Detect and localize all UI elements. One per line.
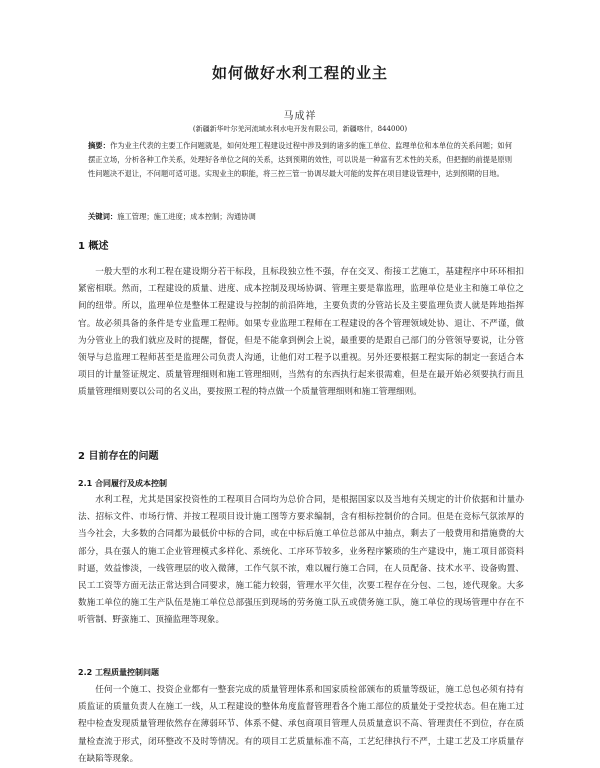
keywords-text: 施工管理；施工进度；成本控制；沟通协调: [117, 212, 256, 221]
paper-author: 马成祥: [283, 111, 317, 122]
abstract: [88, 139, 512, 181]
keywords: [88, 210, 512, 224]
abstract-text: 作为业主代表的主要工作问题就是，如何处理工程建设过程中涉及到的诸多的施工单位、监理单位和本单位的关系问题；如何摆正立场，分析各种工作关系，处理好各单位之间的关系，达到预期的效性，可以说是一种富有艺术性的关系，但把握的前提是原则性问题决不退让，不问题可适可退。实现业主的职能，将三控三管一协调尽最大可能的发挥在项目建设管理中，达到预期的目地。: [88, 141, 513, 178]
abstract-label: 摘要：: [88, 141, 110, 150]
subsection-heading-contract: 2.1 合同履行及成本控制: [78, 479, 167, 488]
paper-title: 如何做好水利工程的业主: [211, 64, 388, 82]
keywords-label: 关键词：: [88, 212, 118, 221]
section-overview-paragraph: 一般大型的水利工程在建设期分若干标段，且标段独立性不强，存在交叉、衔接工艺施工，基建程序中环环相扣紧密相联。然而，工程建设的质量、进度、成本控制及现场协调、管理主要是靠监理，监理单位是业主和施工单位之间的纽带。所以，监理单位是整体工程建设与控制的前沿阵地，主要负责的分管站长及主要监理负责人就是阵地指挥官。故必须具备的条件是专业监理工程师。如果专业监理工程师在工程建设的各个管理领域处协、退让、不严谨，做为分管业上的我们就应及时的提醒，督促，但是不能拿到例会上说，最重要的是跟自己部门的分管领导要说，让分管领导与总监理工程师甚至是监理公司负责人沟通，让他们对工程予以重视。另外还要根据工程实际的制定一套适合本项目的计量签证规定、质量管理细则和施工管理细则，当然有的东西执行起来很需难，但是在最开始必须要执行而且质量管理细则要以公司的名义出，要按照工程的特点做一个质量管理细则和施工管理细则。: [78, 267, 524, 398]
subsection-heading-quality: 2.2 工程质量控制问题: [78, 668, 159, 677]
section-heading-overview: 1 概述: [78, 241, 109, 252]
author-affiliation: (新疆新华叶尔羌河流域水利水电开发有限公司，新疆喀什，844000): [192, 125, 408, 133]
subsection-contract-paragraph: 水利工程，尤其是国家投资性的工程项目合同均为总价合同，是根据国家以及当地有关规定的计价依据和计量办法、招标文件、市场行情、并按工程项目设计施工图等方要求编制，含有相标控制价的合同。但是在竞标气氛浓厚的当今社会，大多数的合同都为最低价中标的合同，或在中标后施工单位总部从中抽点，剩去了一般费用和措施费的大部分，具在强人的施工企业管理模式多样化、系统化、工序环节较多，业务程序繁琐的生产建设中，施工项目部资料时逼，效益惨淡，一线管理层的收入微薄，工作气氛不浓，难以履行施工合同，在人员配备、技术水平、设备购置、民工工资等方面无法正常达到合同要求，施工能力较弱，管理水平欠佳，次要工程存在分包、二包，迹代现象。大多数施工单位的施工生产队伍是施工单位总部强压到现场的劳务施工队五或债务施工队，施工单位的现场管理中存在不听管制、野蛮施工、顶撞监理等现象。: [78, 495, 524, 626]
section-heading-problems: 2 目前存在的问题: [78, 451, 159, 462]
subsection-quality-paragraph: 任何一个施工、投资企业都有一整套完成的质量管理体系和国家质检部颁布的质量等级证，施工总包必须有持有质监证的质量负责人在施工一线，从工程建设的整体角度监督管理看各个施工部位的质量处于受控状态。但在施工过程中检查发现质量管理依然存在薄弱环节、体系不健、承包商项目管理人员质量意识不高、管理责任不到位，存在质量检查流于形式，闭环整改不及时等情况。有的项目工艺质量标准不高，工艺纪律执行不严，土建工艺及工序质量存在缺陷等现象。: [78, 685, 524, 764]
